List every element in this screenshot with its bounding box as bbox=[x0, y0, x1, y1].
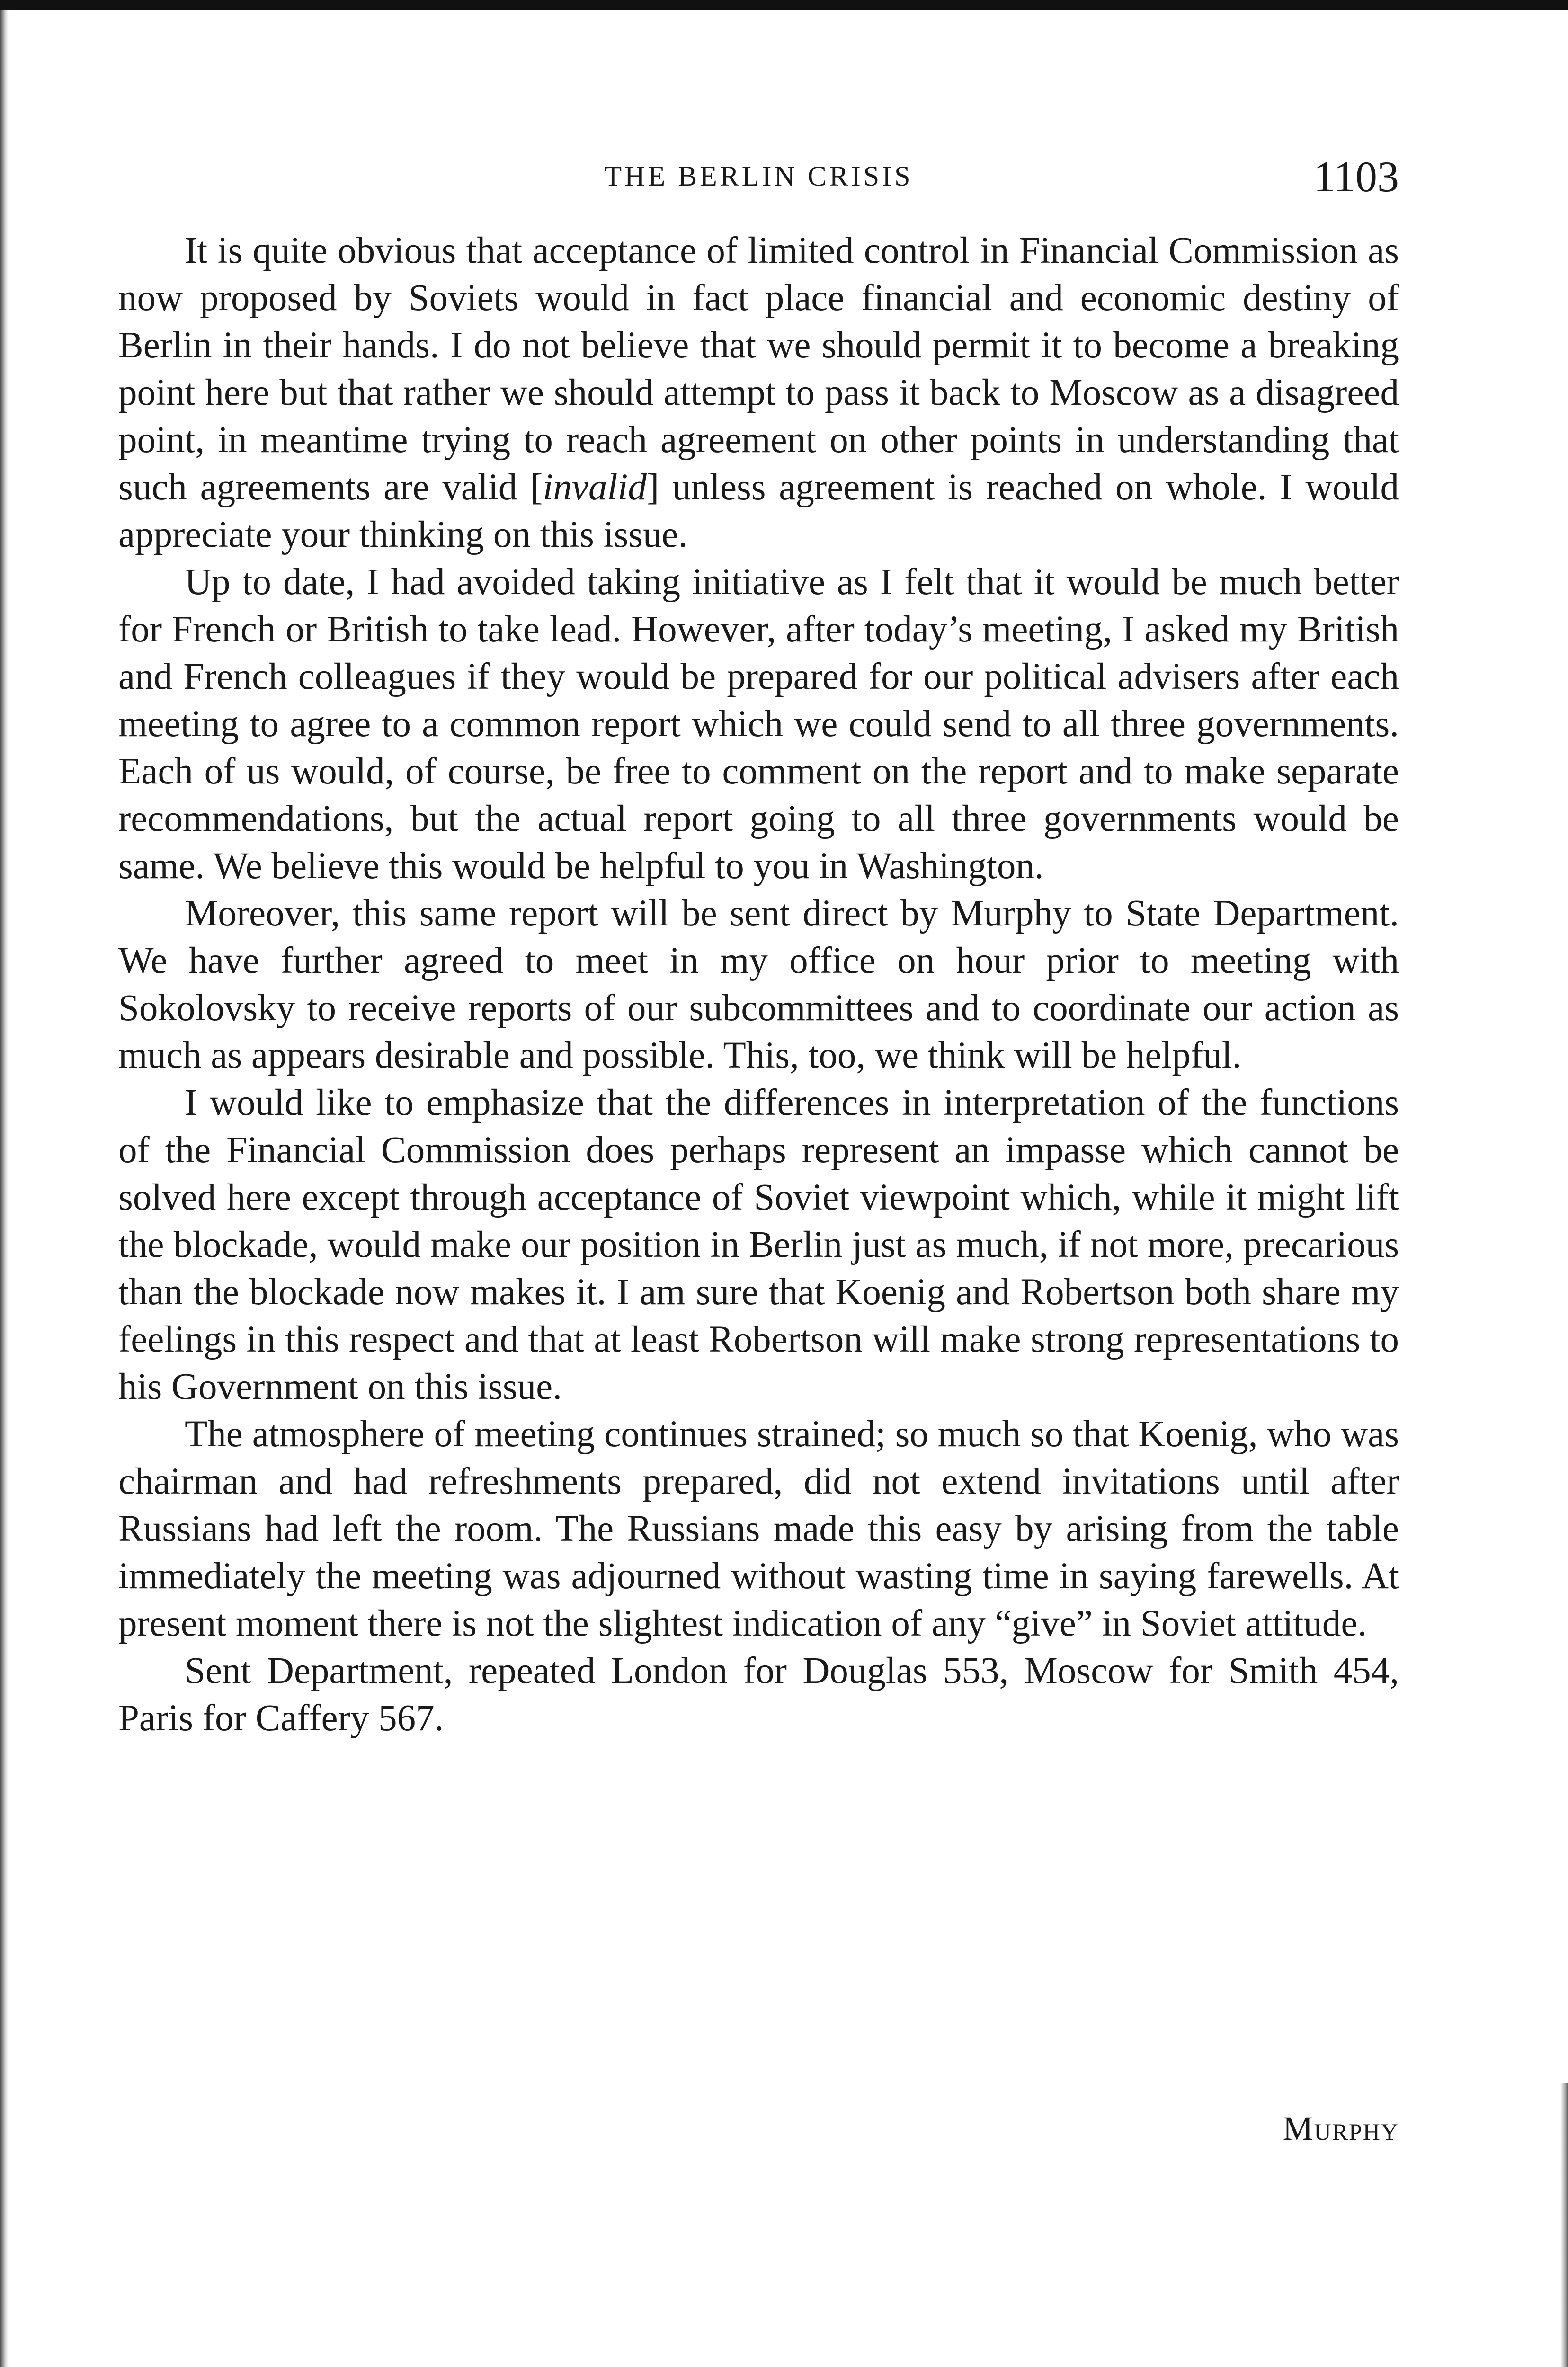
page-number: 1103 bbox=[1313, 152, 1399, 201]
running-head bbox=[118, 151, 1399, 204]
scan-left-edge bbox=[0, 10, 9, 2367]
running-title: THE BERLIN CRISIS bbox=[604, 160, 913, 192]
document-body bbox=[118, 227, 1399, 1742]
paragraph-murphy-report: Moreover, this same report will be sent direct by Murphy to State Department. We have further agreed to meet in my office on hour prior to meeting with Sokolovsky to receive reports of our subcommittees and to coordinate our action as much as appears desirable and possible. This, too, we think will be helpful. bbox=[118, 893, 1399, 1076]
paragraph-distribution: Sent Department, repeated London for Douglas 553, Moscow for Smith 454, Paris for Caffery 567. bbox=[118, 1650, 1399, 1739]
paragraph-impasse: I would like to emphasize that the differences in interpretation of the functions of the Financial Commission does perhaps represent an impasse which cannot be solved here except through acceptance of Soviet viewpoint which, while it might lift the blockade, would make our position in Berlin just as much, if not more, precarious than the blockade now makes it. I am sure that Koenig and Robertson both share my feelings in this respect and that at least Robertson will make strong representations to his Government on this issue. bbox=[118, 1082, 1399, 1407]
signature: Murphy bbox=[1283, 2109, 1399, 2147]
paragraph-financial-commission bbox=[118, 227, 1399, 559]
paragraph-text: ] unless agreement is reached on whole. I would appreciate your thinking on this issue. bbox=[118, 467, 1399, 555]
paragraph-common-report: Up to date, I had avoided taking initiative as I felt that it would be much better for French or British to take lead. However, after today’s meeting, I asked my British and French colleagues if they would be prepared for our political advisers after each meeting to agree to a common report which we could send to all three governments. Each of us would, of course, be free to comment on the report and to make separate recommendations, but the actual report going to all three governments would be same. We believe this would be helpful to you in Washington. bbox=[118, 561, 1399, 887]
scan-top-border bbox=[0, 0, 1568, 10]
scan-right-edge bbox=[1560, 2083, 1568, 2367]
paragraph-atmosphere: The atmosphere of meeting continues strained; so much so that Koenig, who was chairman and had refreshments prepared, did not extend invitations until after Russians had left the room. The Russians made this easy by arising from the table immediately the meeting was adjourned without wasting time in saying farewells. At present moment there is not the slightest indication of any “give” in Soviet attitude. bbox=[118, 1414, 1399, 1644]
editorial-correction: invalid bbox=[543, 467, 647, 508]
paragraph-text: It is quite obvious that acceptance of limited control in Financial Commission as now proposed by Soviets would in fact place financial and economic destiny of Berlin in their hands. I do not believe that we should permit it to become a breaking point here but that rather we should attempt to pass it back to Moscow as a disagreed point, in meantime trying to reach agreement on other points in understanding that such agreements are valid [ bbox=[118, 230, 1399, 508]
